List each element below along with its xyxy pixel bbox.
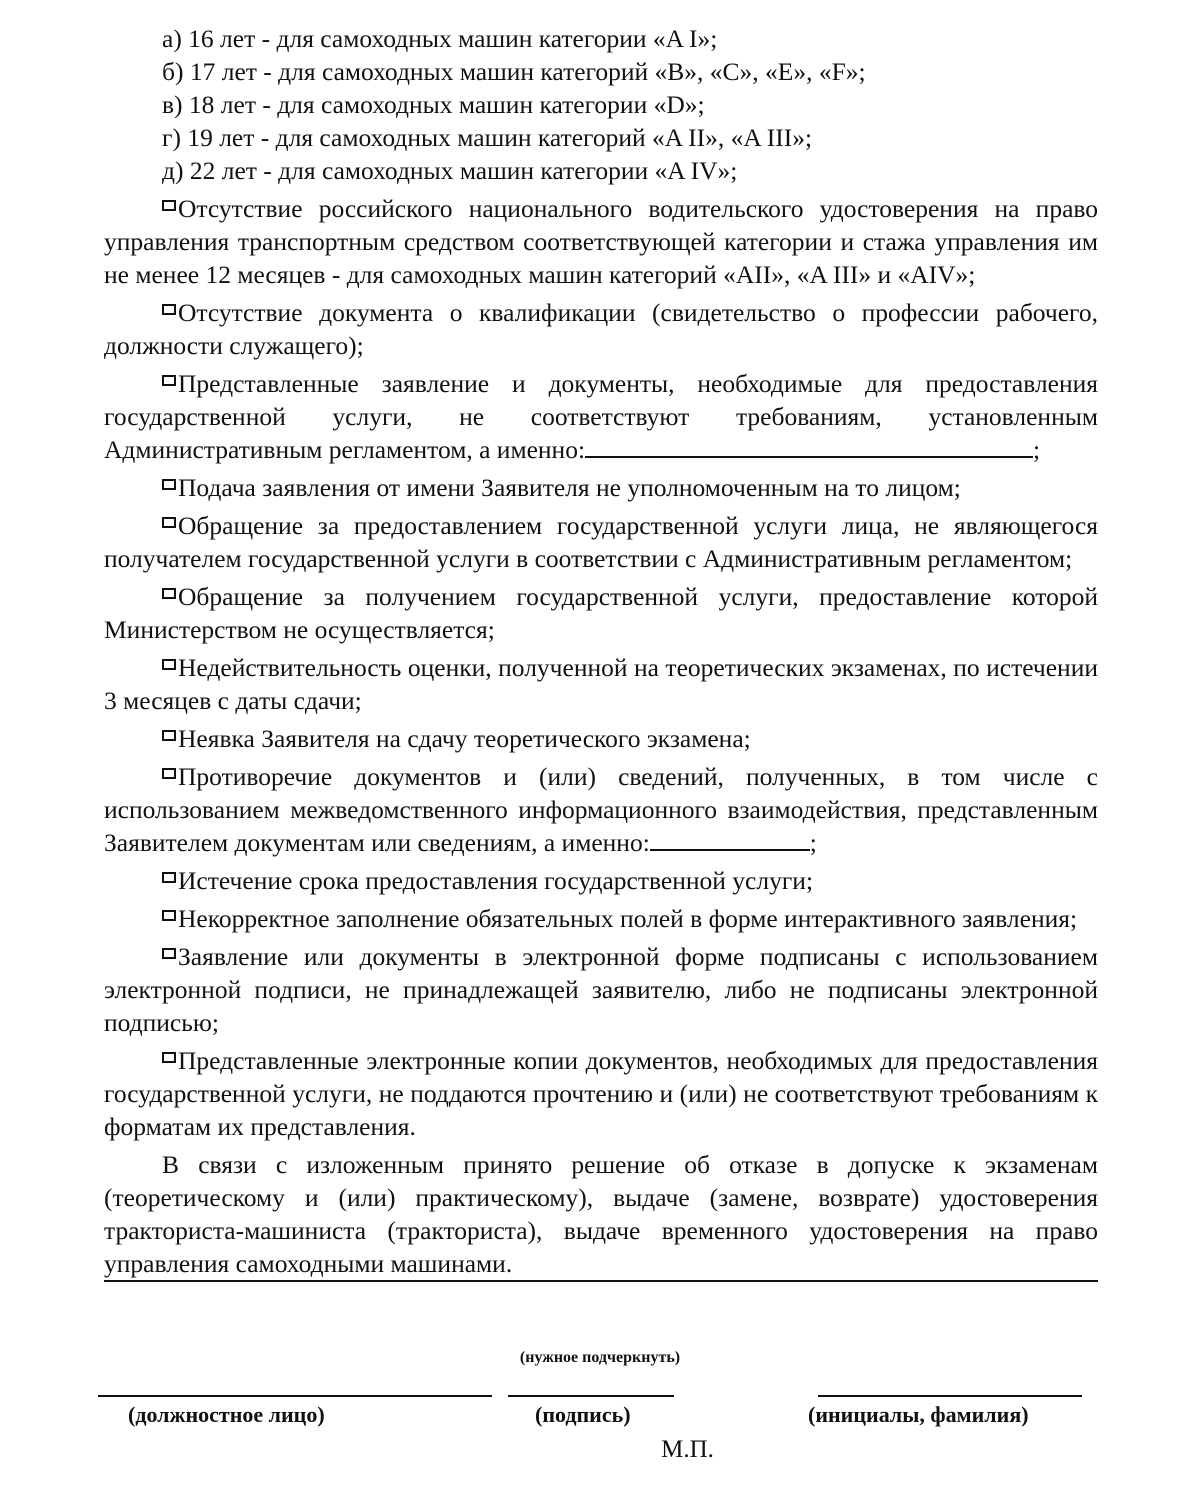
reason-incorrect-form: Некорректное заполнение обязательных полей в форме интерактивного заявления; bbox=[104, 902, 1098, 935]
decision-paragraph: В связи с изложенным принято решение об отказе в допуске к экзаменам (теоретическому и (или) практическому), выдаче (замене, возврате) удостоверения тракториста-машиниста (тракториста), выдаче временного удостоверения на право управления самоходными машинами. bbox=[104, 1148, 1098, 1282]
reason-invalid-assessment: Недействительность оценки, полученной на теоретических экзаменах, по истечении 3 месяцев с даты сдачи; bbox=[104, 653, 1098, 715]
checkbox-icon[interactable] bbox=[162, 200, 176, 211]
age-item-d: г) 19 лет - для самоходных машин категорий «A II», «A III»; bbox=[162, 123, 813, 152]
document-body bbox=[104, 22, 1098, 1282]
underline-note: (нужное подчеркнуть) bbox=[519, 1349, 681, 1366]
age-item-a: а) 16 лет - для самоходных машин категории «A I»; bbox=[162, 24, 718, 53]
checkbox-icon[interactable] bbox=[162, 517, 176, 528]
checkbox-icon[interactable] bbox=[162, 872, 176, 883]
checkbox-icon[interactable] bbox=[162, 730, 176, 741]
age-item-c: в) 18 лет - для самоходных машин категории «D»; bbox=[162, 90, 705, 119]
reason-no-qualification: Отсутствие документа о квалификации (свидетельство о профессии рабочего, должности служащего); bbox=[104, 298, 1098, 360]
name-line[interactable] bbox=[818, 1395, 1082, 1397]
checkbox-icon[interactable] bbox=[162, 304, 176, 315]
checkbox-icon[interactable] bbox=[162, 948, 176, 959]
official-label: (должностное лицо) bbox=[128, 1402, 325, 1427]
checkbox-icon[interactable] bbox=[162, 659, 176, 670]
age-item-b: б) 17 лет - для самоходных машин категорий «B», «C», «E», «F»; bbox=[162, 57, 866, 86]
fill-in-blank[interactable] bbox=[585, 434, 1033, 458]
reason-foreign-signature: Заявление или документы в электронной форме подписаны с использованием электронной подписи, не принадлежащей заявителю, либо не подписаны электронной подписью; bbox=[104, 942, 1098, 1037]
reason-unauthorized-person: Подача заявления от имени Заявителя не уполномоченным на то лицом; bbox=[104, 471, 1098, 504]
checkbox-icon[interactable] bbox=[162, 375, 176, 386]
checkbox-icon[interactable] bbox=[162, 768, 176, 779]
age-item-e: д) 22 лет - для самоходных машин категории «A IV»; bbox=[162, 156, 738, 185]
stamp-place: М.П. bbox=[661, 1436, 714, 1463]
reason-no-show: Неявка Заявителя на сдачу теоретического экзамена; bbox=[104, 722, 1098, 755]
checkbox-icon[interactable] bbox=[162, 588, 176, 599]
signature-line[interactable] bbox=[508, 1395, 674, 1397]
reason-documents-mismatch: Представленные заявление и документы, необходимые для предоставления государственной услуги, не соответствуют требованиям, установленным Административным регламентом, а именно: ; bbox=[104, 369, 1098, 464]
reason-service-not-provided: Обращение за получением государственной услуги, предоставление которой Министерством не осуществляется; bbox=[104, 582, 1098, 644]
name-label: (инициалы, фамилия) bbox=[808, 1402, 1029, 1427]
checkbox-icon[interactable] bbox=[162, 910, 176, 921]
fill-in-blank[interactable] bbox=[650, 827, 810, 851]
reason-unreadable-copies: Представленные электронные копии документов, необходимых для предоставления государственной услуги, не поддаются прочтению и (или) не соответствуют требованиям к форматам их представления. bbox=[104, 1046, 1098, 1141]
reason-expired-term: Истечение срока предоставления государственной услуги; bbox=[104, 864, 1098, 897]
signature-label: (подпись) bbox=[535, 1402, 631, 1427]
reason-not-recipient: Обращение за предоставлением государственной услуги лица, не являющегося получателем государственной услуги в соответствии с Административным регламентом; bbox=[104, 511, 1098, 573]
official-line[interactable] bbox=[98, 1395, 492, 1397]
reason-contradiction: Противоречие документов и (или) сведений, полученных, в том числе с использованием межведомственного информационного взаимодействия, представленным Заявителем документам или сведениям, а именно: ; bbox=[104, 762, 1098, 857]
checkbox-icon[interactable] bbox=[162, 1052, 176, 1063]
reason-no-license: Отсутствие российского национального водительского удостоверения на право управления транспортным средством соответствующей категории и стажа управления им не менее 12 месяцев - для самоходных машин категорий «AII», «A III» и «AIV»; bbox=[104, 194, 1098, 289]
checkbox-icon[interactable] bbox=[162, 479, 176, 490]
